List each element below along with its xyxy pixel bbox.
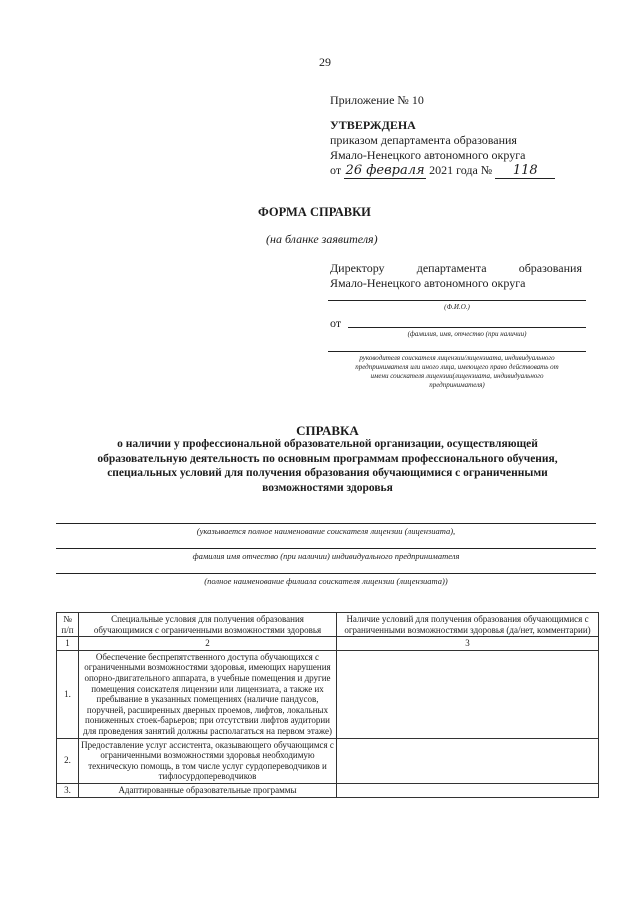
addressee-word-education: образования (518, 261, 582, 275)
applicant-name-line (56, 523, 596, 524)
certificate-title: СПРАВКА (296, 423, 359, 438)
from-line (348, 327, 586, 328)
row-number: 2. (57, 738, 79, 783)
rep-hint-line-1: руководителя соискателя лицензии/лицензиата, индивидуального (359, 354, 555, 362)
certificate-line-2: образовательную деятельность по основным программам профессионального обучения, (97, 452, 558, 465)
row-condition-text: Адаптированные образовательные программы (79, 783, 337, 797)
row-availability-cell[interactable] (337, 783, 599, 797)
row-condition-text: Обеспечение беспрепятственного доступа обучающихся с ограниченными возможностями здоровья, имеющих нарушения опорно-двигательного аппарата, в учебные помещения и другие помещения соискателя лицензии или лицензиата, а также их пребывание в указанных помещениях (наличие пандусов, поручней, расширенных дверных проемов, лифтов, локальных пониженных стоек-барьеров; при отсутствии лифтов аудитории для проведения занятий должны располагаться на первом этаже) (79, 650, 337, 738)
header-conditions: Специальные условия для получения образования обучающимися с ограниченными возможностями здоровья (79, 613, 337, 637)
date-prefix: от (330, 163, 342, 177)
fio-line (328, 300, 586, 301)
conditions-table (56, 612, 599, 798)
certificate-subtitle (40, 437, 615, 495)
appendix-date-line (330, 163, 555, 179)
header-availability: Наличие условий для получения образования обучающимися с ограниченными возможностями здоровья (да/нет, комментарии) (337, 613, 599, 637)
table-row (57, 783, 599, 797)
addressee-word-department: департамента (416, 261, 487, 275)
page-number: 29 (319, 55, 331, 69)
branch-name-hint: (полное наименование филиала соискателя лицензии (лицензиата)) (204, 576, 448, 586)
column-number-1: 1 (57, 637, 79, 651)
appendix-line-2: Ямало-Ненецкого автономного округа (330, 148, 526, 162)
appendix-line-1: приказом департамента образования (330, 133, 517, 147)
representative-line (328, 351, 586, 352)
addressee-line-1 (330, 261, 582, 276)
table-row (57, 650, 599, 738)
column-number-2: 2 (79, 637, 337, 651)
order-number-handwritten: 118 (495, 163, 555, 179)
rep-hint-line-3: имени соискателя лицензии(лицензиата, индивидуального (370, 372, 544, 380)
addressee-word-director: Директору (330, 261, 385, 275)
fio-hint: (Ф.И.О.) (444, 303, 470, 311)
row-number: 3. (57, 783, 79, 797)
approved-label: УТВЕРЖДЕНА (330, 118, 416, 132)
form-subtitle: (на бланке заявителя) (266, 232, 378, 246)
entrepreneur-name-line (56, 548, 596, 549)
table-row (57, 738, 599, 783)
entrepreneur-name-hint: фамилия имя отчество (при наличии) индивидуального предпринимателя (192, 551, 460, 561)
from-hint: (фамилия, имя, отчество (при наличии) (407, 330, 527, 338)
certificate-line-4: возможностями здоровья (262, 481, 393, 494)
form-title: ФОРМА СПРАВКИ (258, 205, 371, 219)
representative-hint (312, 354, 602, 390)
certificate-line-1: о наличии у профессиональной образовательной организации, осуществляющей (117, 438, 538, 450)
column-number-3: 3 (337, 637, 599, 651)
applicant-name-hint: (указывается полное наименование соискателя лицензии (лицензиата), (196, 526, 456, 536)
addressee-line-2: Ямало-Ненецкого автономного округа (330, 276, 526, 290)
certificate-line-3: специальных условий для получения образования обучающимися с ограниченными (107, 467, 548, 479)
rep-hint-line-4: предпринимателя) (429, 381, 485, 389)
row-condition-text: Предоставление услуг ассистента, оказывающего обучающимся с ограниченными возможностями здоровья необходимую техническую помощь, в том числе услуг сурдопереводчиков и тифлосурдопереводчиков (79, 738, 337, 783)
branch-name-line (56, 573, 596, 574)
from-label: от (330, 316, 342, 330)
row-availability-cell[interactable] (337, 738, 599, 783)
row-number: 1. (57, 650, 79, 738)
appendix-number: Приложение № 10 (330, 93, 424, 107)
column-numbers-row (57, 637, 599, 651)
year-text: 2021 года № (429, 163, 493, 177)
date-handwritten: 26 февраля (345, 163, 425, 178)
header-number: № п/п (57, 613, 79, 637)
row-availability-cell[interactable] (337, 650, 599, 738)
rep-hint-line-2: предпринимателя или иного лица, имеющего право действовать от (355, 363, 559, 371)
table-header-row (57, 613, 599, 637)
